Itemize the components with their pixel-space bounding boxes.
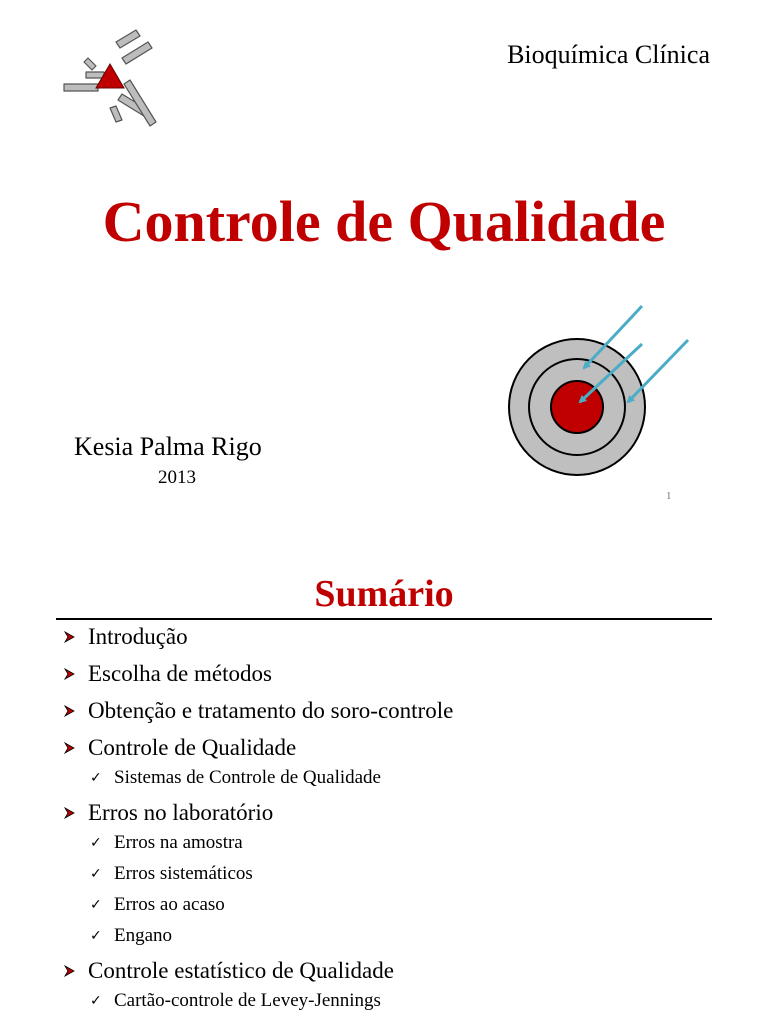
- summary-subitem: [88, 925, 722, 947]
- summary-item: [62, 698, 722, 724]
- slide-title: Controle de Qualidade: [102, 189, 666, 254]
- summary-sublist: [88, 990, 722, 1012]
- summary-subitem-label: Erros na amostra: [114, 832, 243, 853]
- checkmark-icon: ✓: [90, 835, 102, 851]
- summary-item-label: Escolha de métodos: [88, 661, 272, 686]
- checkmark-icon: ✓: [90, 866, 102, 882]
- summary-subitem-label: Erros sistemáticos: [114, 863, 253, 884]
- author-name: Kesia Palma Rigo: [74, 432, 262, 461]
- checkmark-icon: ✓: [90, 770, 102, 786]
- arrow-bullet-icon: [64, 965, 75, 977]
- arrow-bullet-icon: [64, 705, 75, 717]
- summary-item-label: Controle de Qualidade: [88, 735, 297, 760]
- summary-subitem: [88, 990, 722, 1012]
- summary-sublist: [88, 767, 722, 789]
- summary-item: [62, 735, 722, 789]
- course-name: Bioquímica Clínica: [507, 40, 710, 69]
- arrow-bullet-icon: [64, 742, 75, 754]
- checkmark-icon: ✓: [90, 993, 102, 1009]
- arrow-bullet-icon: [64, 631, 75, 643]
- university-logo-icon: [58, 28, 158, 132]
- summary-item: [62, 800, 722, 947]
- arrow-bullet-icon: [64, 668, 75, 680]
- summary-subitem: [88, 863, 722, 885]
- arrow-bullet-icon: [64, 807, 75, 819]
- summary-item: [62, 624, 722, 650]
- summary-subitem-label: Cartão-controle de Levey-Jennings: [114, 990, 381, 1011]
- summary-item: [62, 958, 722, 1012]
- summary-slide: [0, 540, 768, 1024]
- summary-item-label: Erros no laboratório: [88, 800, 274, 825]
- checkmark-icon: ✓: [90, 928, 102, 944]
- summary-item: [62, 661, 722, 687]
- page-number: 1: [666, 490, 672, 502]
- checkmark-icon: ✓: [90, 897, 102, 913]
- title-divider: [56, 618, 712, 620]
- summary-subitem: [88, 767, 722, 789]
- summary-subitem-label: Erros ao acaso: [114, 894, 225, 915]
- summary-list: [62, 624, 722, 1023]
- summary-sublist: [88, 832, 722, 947]
- summary-subitem-label: Engano: [114, 925, 173, 946]
- summary-subitem: [88, 894, 722, 916]
- summary-subitem-label: Sistemas de Controle de Qualidade: [114, 767, 381, 788]
- year: 2013: [158, 467, 196, 488]
- summary-title: Sumário: [314, 573, 454, 615]
- target-with-arrows-icon: [500, 300, 700, 484]
- summary-item-label: Obtenção e tratamento do soro-controle: [88, 698, 454, 723]
- summary-item-label: Introdução: [88, 624, 188, 649]
- summary-item-label: Controle estatístico de Qualidade: [88, 958, 394, 983]
- summary-subitem: [88, 832, 722, 854]
